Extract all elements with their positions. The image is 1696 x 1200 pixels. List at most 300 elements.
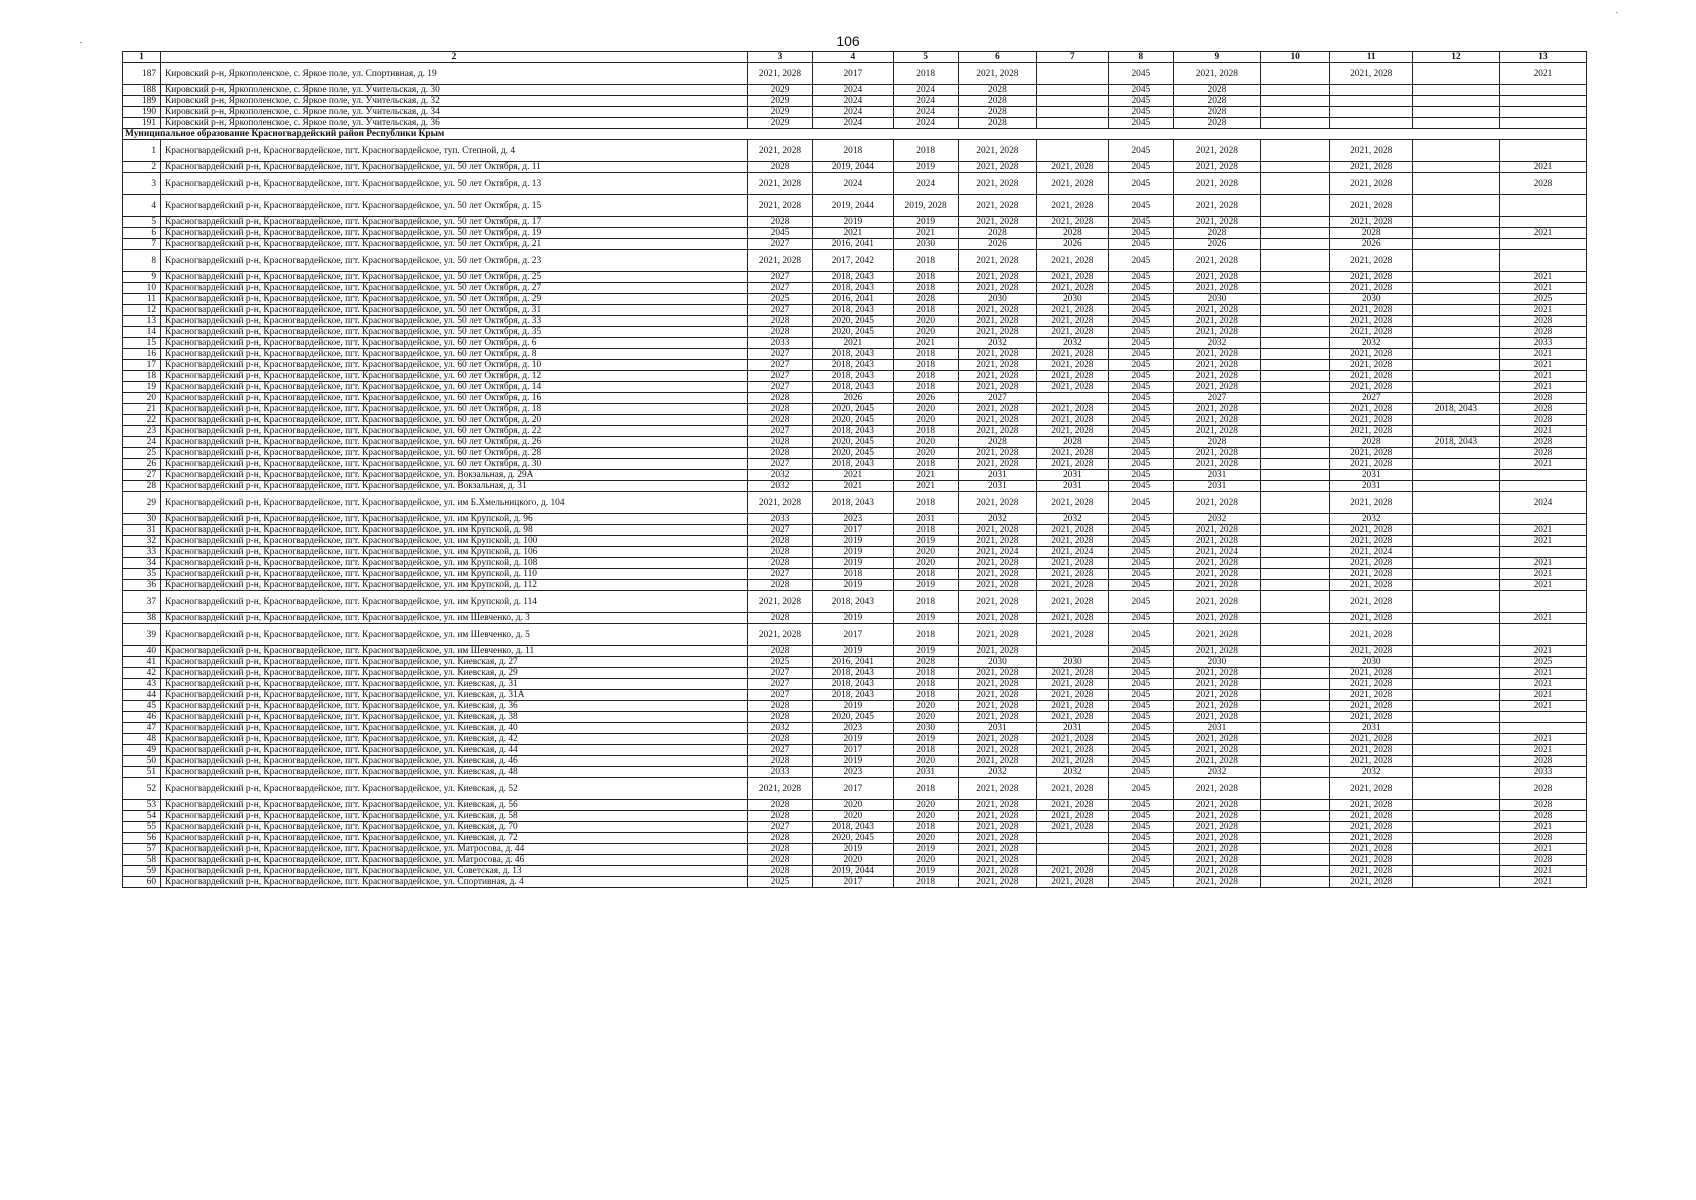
- table-row: [123, 63, 1587, 85]
- year-cell: 2045: [1108, 272, 1173, 283]
- year-cell: 2021, 2024: [958, 547, 1036, 558]
- year-cell: 2027: [747, 305, 812, 316]
- year-cell: 2018: [893, 668, 958, 679]
- year-cell: 2023: [813, 723, 893, 734]
- row-number-cell: 43: [123, 679, 161, 690]
- year-cell: [1260, 690, 1330, 701]
- year-cell: [1499, 712, 1586, 723]
- row-number-cell: 7: [123, 239, 161, 250]
- year-cell: [1499, 85, 1586, 96]
- year-cell: 2020: [893, 800, 958, 811]
- column-number-cell: 5: [893, 52, 958, 63]
- year-cell: [1260, 470, 1330, 481]
- row-number-cell: 53: [123, 800, 161, 811]
- year-cell: [1413, 195, 1500, 217]
- address-cell: Красногвардейский р-н, Красногвардейское, пгт. Красногвардейское, ул. им Крупской, д. 112: [161, 580, 748, 591]
- year-cell: [1260, 283, 1330, 294]
- year-cell: 2021, 2028: [1037, 349, 1109, 360]
- year-cell: 2021, 2028: [1173, 833, 1260, 844]
- year-cell: 2018, 2043: [813, 822, 893, 833]
- table-row: [123, 767, 1587, 778]
- row-number-cell: 5: [123, 217, 161, 228]
- year-cell: 2026: [1173, 239, 1260, 250]
- address-cell: Красногвардейский р-н, Красногвардейское, пгт. Красногвардейское, ул. 60 лет Октября, д. 20: [161, 415, 748, 426]
- year-cell: 2021, 2028: [1037, 536, 1109, 547]
- year-cell: 2021, 2028: [1173, 778, 1260, 800]
- year-cell: [1413, 239, 1500, 250]
- year-cell: 2024: [893, 118, 958, 129]
- year-cell: 2031: [958, 481, 1036, 492]
- table-row: [123, 404, 1587, 415]
- year-cell: 2033: [747, 338, 812, 349]
- year-cell: 2021, 2028: [1037, 305, 1109, 316]
- year-cell: 2032: [1173, 767, 1260, 778]
- table-row: [123, 96, 1587, 107]
- year-cell: 2017: [813, 525, 893, 536]
- year-cell: 2021: [1499, 822, 1586, 833]
- year-cell: 2024: [1499, 492, 1586, 514]
- year-cell: 2029: [747, 96, 812, 107]
- year-cell: 2021: [1499, 668, 1586, 679]
- year-cell: 2021, 2028: [958, 800, 1036, 811]
- year-cell: 2045: [1108, 866, 1173, 877]
- year-cell: [1413, 536, 1500, 547]
- year-cell: 2032: [747, 481, 812, 492]
- year-cell: 2021, 2028: [1173, 415, 1260, 426]
- year-cell: 2024: [813, 107, 893, 118]
- year-cell: 2028: [1499, 855, 1586, 866]
- year-cell: 2027: [747, 668, 812, 679]
- year-cell: 2021, 2028: [958, 569, 1036, 580]
- year-cell: [1260, 426, 1330, 437]
- year-cell: 2018: [893, 778, 958, 800]
- year-cell: 2030: [958, 294, 1036, 305]
- year-cell: 2021, 2028: [1173, 690, 1260, 701]
- table-row: [123, 481, 1587, 492]
- year-cell: 2028: [1330, 228, 1413, 239]
- table-row: [123, 547, 1587, 558]
- year-cell: 2020: [813, 855, 893, 866]
- year-cell: [1260, 866, 1330, 877]
- column-number-cell: 6: [958, 52, 1036, 63]
- year-cell: [1260, 327, 1330, 338]
- year-cell: 2018, 2043: [813, 459, 893, 470]
- year-cell: 2021, 2028: [1173, 745, 1260, 756]
- year-cell: 2021, 2028: [1173, 448, 1260, 459]
- year-cell: [1260, 701, 1330, 712]
- address-cell: Красногвардейский р-н, Красногвардейское, пгт. Красногвардейское, ул. Киевская, д. 58: [161, 811, 748, 822]
- row-number-cell: 25: [123, 448, 161, 459]
- year-cell: 2021, 2028: [1330, 327, 1413, 338]
- year-cell: [1260, 569, 1330, 580]
- year-cell: 2028: [747, 437, 812, 448]
- row-number-cell: 24: [123, 437, 161, 448]
- year-cell: 2045: [1108, 360, 1173, 371]
- year-cell: 2027: [747, 272, 812, 283]
- year-cell: 2027: [1330, 393, 1413, 404]
- row-number-cell: 32: [123, 536, 161, 547]
- year-cell: 2032: [1330, 338, 1413, 349]
- year-cell: 2021, 2028: [1173, 811, 1260, 822]
- year-cell: 2021, 2028: [1173, 195, 1260, 217]
- address-cell: Красногвардейский р-н, Красногвардейское, пгт. Красногвардейское, ул. 60 лет Октября, д. 14: [161, 382, 748, 393]
- year-cell: 2021, 2028: [958, 756, 1036, 767]
- year-cell: 2021, 2028: [1173, 404, 1260, 415]
- year-cell: 2045: [1108, 646, 1173, 657]
- address-cell: Красногвардейский р-н, Красногвардейское, пгт. Красногвардейское, ул. им Крупской, д. 108: [161, 558, 748, 569]
- year-cell: 2045: [1108, 811, 1173, 822]
- year-cell: 2021, 2028: [1173, 569, 1260, 580]
- address-cell: Красногвардейский р-н, Красногвардейское, пгт. Красногвардейское, ул. Спортивная, д. 4: [161, 877, 748, 888]
- year-cell: 2045: [1108, 679, 1173, 690]
- year-cell: 2018: [813, 569, 893, 580]
- table-row: [123, 580, 1587, 591]
- year-cell: 2045: [1108, 162, 1173, 173]
- year-cell: 2020, 2045: [813, 448, 893, 459]
- row-number-cell: 23: [123, 426, 161, 437]
- year-cell: [1260, 624, 1330, 646]
- year-cell: 2045: [1108, 701, 1173, 712]
- row-number-cell: 2: [123, 162, 161, 173]
- year-cell: 2031: [1330, 723, 1413, 734]
- year-cell: [1260, 745, 1330, 756]
- year-cell: 2021, 2028: [1330, 668, 1413, 679]
- year-cell: 2018: [893, 679, 958, 690]
- year-cell: 2021, 2028: [1037, 734, 1109, 745]
- year-cell: 2045: [1108, 382, 1173, 393]
- row-number-cell: 46: [123, 712, 161, 723]
- year-cell: 2045: [1108, 580, 1173, 591]
- year-cell: 2021, 2028: [1330, 580, 1413, 591]
- year-cell: [1413, 734, 1500, 745]
- table-row: [123, 701, 1587, 712]
- year-cell: 2028: [747, 734, 812, 745]
- year-cell: [1413, 855, 1500, 866]
- year-cell: 2019, 2044: [813, 195, 893, 217]
- year-cell: 2021, 2024: [1173, 547, 1260, 558]
- year-cell: [1260, 778, 1330, 800]
- year-cell: 2021, 2028: [1173, 668, 1260, 679]
- year-cell: 2045: [1108, 415, 1173, 426]
- year-cell: [1413, 558, 1500, 569]
- year-cell: [1499, 514, 1586, 525]
- row-number-cell: 29: [123, 492, 161, 514]
- year-cell: 2021, 2028: [747, 140, 812, 162]
- address-cell: Красногвардейский р-н, Красногвардейское, пгт. Красногвардейское, ул. 50 лет Октября, д. 15: [161, 195, 748, 217]
- year-cell: 2028: [958, 118, 1036, 129]
- year-cell: 2018, 2043: [813, 360, 893, 371]
- address-cell: Красногвардейский р-н, Красногвардейское, пгт. Красногвардейское, ул. Киевская, д. 70: [161, 822, 748, 833]
- year-cell: 2028: [747, 833, 812, 844]
- address-cell: Красногвардейский р-н, Красногвардейское, пгт. Красногвардейское, ул. им Крупской, д. 100: [161, 536, 748, 547]
- year-cell: 2018: [893, 690, 958, 701]
- year-cell: 2021: [813, 470, 893, 481]
- year-cell: 2021, 2028: [1330, 833, 1413, 844]
- year-cell: 2021: [893, 481, 958, 492]
- row-number-cell: 6: [123, 228, 161, 239]
- row-number-cell: 38: [123, 613, 161, 624]
- year-cell: 2045: [1108, 877, 1173, 888]
- year-cell: 2045: [1108, 217, 1173, 228]
- year-cell: 2045: [1108, 327, 1173, 338]
- year-cell: [1260, 459, 1330, 470]
- year-cell: 2021, 2028: [1173, 558, 1260, 569]
- row-number-cell: 33: [123, 547, 161, 558]
- year-cell: 2028: [1173, 118, 1260, 129]
- year-cell: 2045: [1108, 569, 1173, 580]
- year-cell: 2033: [1499, 767, 1586, 778]
- year-cell: 2021, 2028: [1173, 822, 1260, 833]
- year-cell: 2045: [1108, 525, 1173, 536]
- table-row: [123, 118, 1587, 129]
- year-cell: 2020, 2045: [813, 404, 893, 415]
- year-cell: 2027: [747, 679, 812, 690]
- year-cell: 2021, 2028: [958, 591, 1036, 613]
- year-cell: [1260, 844, 1330, 855]
- year-cell: [1413, 723, 1500, 734]
- year-cell: 2019: [813, 217, 893, 228]
- year-cell: 2033: [747, 767, 812, 778]
- year-cell: 2021, 2028: [1330, 811, 1413, 822]
- column-number-cell: 4: [813, 52, 893, 63]
- table-row: [123, 624, 1587, 646]
- year-cell: 2019: [813, 756, 893, 767]
- year-cell: [1260, 558, 1330, 569]
- table-row: [123, 228, 1587, 239]
- table-row: [123, 173, 1587, 195]
- year-cell: 2021, 2028: [1173, 855, 1260, 866]
- year-cell: 2030: [1330, 657, 1413, 668]
- year-cell: [1260, 217, 1330, 228]
- year-cell: 2020: [893, 327, 958, 338]
- year-cell: 2021, 2028: [958, 811, 1036, 822]
- year-cell: [1037, 140, 1109, 162]
- year-cell: 2021, 2028: [958, 415, 1036, 426]
- year-cell: 2029: [747, 107, 812, 118]
- year-cell: 2026: [893, 393, 958, 404]
- year-cell: 2045: [1108, 624, 1173, 646]
- address-cell: Красногвардейский р-н, Красногвардейское, пгт. Красногвардейское, ул. им Крупской, д. 106: [161, 547, 748, 558]
- row-number-cell: 26: [123, 459, 161, 470]
- year-cell: [1413, 866, 1500, 877]
- address-cell: Красногвардейский р-н, Красногвардейское, пгт. Красногвардейское, ул. им Шевченко, д. 11: [161, 646, 748, 657]
- year-cell: 2021, 2028: [958, 63, 1036, 85]
- table-row: [123, 679, 1587, 690]
- year-cell: [1413, 162, 1500, 173]
- year-cell: 2021, 2028: [958, 217, 1036, 228]
- year-cell: 2024: [813, 118, 893, 129]
- year-cell: 2019: [893, 217, 958, 228]
- address-cell: Красногвардейский р-н, Красногвардейское, пгт. Красногвардейское, ул. 60 лет Октября, д. 12: [161, 371, 748, 382]
- year-cell: [1260, 734, 1330, 745]
- year-cell: 2021, 2028: [1330, 690, 1413, 701]
- table-row: [123, 140, 1587, 162]
- year-cell: 2021, 2028: [1037, 173, 1109, 195]
- year-cell: 2019: [893, 866, 958, 877]
- year-cell: [1037, 63, 1109, 85]
- year-cell: 2021: [1499, 536, 1586, 547]
- year-cell: 2021, 2028: [1173, 250, 1260, 272]
- year-cell: [1499, 481, 1586, 492]
- year-cell: [1037, 118, 1109, 129]
- year-cell: 2021, 2028: [958, 173, 1036, 195]
- table-row: [123, 657, 1587, 668]
- schedule-table: [122, 51, 1587, 888]
- year-cell: 2021, 2028: [1037, 668, 1109, 679]
- year-cell: 2018: [893, 349, 958, 360]
- year-cell: [1413, 811, 1500, 822]
- year-cell: 2020: [893, 448, 958, 459]
- year-cell: 2027: [747, 239, 812, 250]
- row-number-cell: 10: [123, 283, 161, 294]
- row-number-cell: 18: [123, 371, 161, 382]
- year-cell: 2021: [1499, 646, 1586, 657]
- address-cell: Кировский р-н, Яркополенское, с. Яркое поле, ул. Учительская, д. 30: [161, 85, 748, 96]
- year-cell: 2018: [893, 459, 958, 470]
- year-cell: 2028: [1037, 228, 1109, 239]
- year-cell: 2021, 2028: [747, 63, 812, 85]
- year-cell: 2018, 2043: [813, 283, 893, 294]
- year-cell: [1260, 679, 1330, 690]
- address-cell: Красногвардейский р-н, Красногвардейское, пгт. Красногвардейское, ул. Киевская, д. 46: [161, 756, 748, 767]
- year-cell: 2028: [893, 657, 958, 668]
- year-cell: 2021, 2028: [1037, 162, 1109, 173]
- address-cell: Красногвардейский р-н, Красногвардейское, пгт. Красногвардейское, туп. Степной, д. 4: [161, 140, 748, 162]
- year-cell: [1499, 250, 1586, 272]
- row-number-cell: 31: [123, 525, 161, 536]
- year-cell: 2018: [893, 591, 958, 613]
- year-cell: 2021, 2028: [1330, 800, 1413, 811]
- row-number-cell: 56: [123, 833, 161, 844]
- year-cell: [1037, 646, 1109, 657]
- year-cell: 2021, 2028: [958, 844, 1036, 855]
- table-row: [123, 272, 1587, 283]
- column-number-header-row: [123, 52, 1587, 63]
- year-cell: 2025: [1499, 657, 1586, 668]
- address-cell: Красногвардейский р-н, Красногвардейское, пгт. Красногвардейское, ул. им Шевченко, д. 5: [161, 624, 748, 646]
- row-number-cell: 39: [123, 624, 161, 646]
- year-cell: [1260, 855, 1330, 866]
- year-cell: 2019: [813, 580, 893, 591]
- year-cell: 2045: [1108, 393, 1173, 404]
- year-cell: 2021, 2028: [958, 448, 1036, 459]
- table-row: [123, 371, 1587, 382]
- address-cell: Красногвардейский р-н, Красногвардейское, пгт. Красногвардейское, ул. 50 лет Октября, д. 17: [161, 217, 748, 228]
- year-cell: 2021, 2028: [1037, 558, 1109, 569]
- table-row: [123, 415, 1587, 426]
- year-cell: 2018, 2043: [813, 382, 893, 393]
- address-cell: Красногвардейский р-н, Красногвардейское, пгт. Красногвардейское, ул. 50 лет Октября, д. 31: [161, 305, 748, 316]
- year-cell: 2021, 2028: [1037, 745, 1109, 756]
- year-cell: 2032: [1330, 767, 1413, 778]
- year-cell: 2020: [813, 800, 893, 811]
- year-cell: 2021, 2028: [1037, 272, 1109, 283]
- address-cell: Красногвардейский р-н, Красногвардейское, пгт. Красногвардейское, ул. 60 лет Октября, д. 28: [161, 448, 748, 459]
- year-cell: 2045: [1108, 558, 1173, 569]
- year-cell: 2021, 2028: [1330, 591, 1413, 613]
- year-cell: [1413, 316, 1500, 327]
- table-row: [123, 217, 1587, 228]
- year-cell: 2019: [893, 734, 958, 745]
- year-cell: 2021, 2028: [958, 327, 1036, 338]
- table-row: [123, 778, 1587, 800]
- row-number-cell: 188: [123, 85, 161, 96]
- year-cell: [1413, 371, 1500, 382]
- year-cell: 2030: [1173, 294, 1260, 305]
- year-cell: 2021, 2028: [1173, 877, 1260, 888]
- table-row: [123, 613, 1587, 624]
- year-cell: [1037, 96, 1109, 107]
- year-cell: [1413, 173, 1500, 195]
- year-cell: 2020, 2045: [813, 712, 893, 723]
- year-cell: [1413, 767, 1500, 778]
- year-cell: 2021: [893, 228, 958, 239]
- address-cell: Красногвардейский р-н, Красногвардейское, пгт. Красногвардейское, ул. им Крупской, д. 110: [161, 569, 748, 580]
- year-cell: [1413, 382, 1500, 393]
- year-cell: 2018: [893, 877, 958, 888]
- year-cell: 2032: [1037, 338, 1109, 349]
- year-cell: 2021: [1499, 558, 1586, 569]
- table-row: [123, 833, 1587, 844]
- year-cell: [1037, 844, 1109, 855]
- year-cell: 2027: [747, 382, 812, 393]
- year-cell: 2021, 2028: [958, 833, 1036, 844]
- year-cell: 2028: [1499, 415, 1586, 426]
- year-cell: 2028: [1173, 85, 1260, 96]
- year-cell: 2017, 2042: [813, 250, 893, 272]
- year-cell: [1260, 393, 1330, 404]
- year-cell: 2021, 2028: [1173, 866, 1260, 877]
- year-cell: [1260, 877, 1330, 888]
- scan-artifact: [80, 42, 82, 43]
- year-cell: 2019: [813, 701, 893, 712]
- year-cell: 2028: [747, 811, 812, 822]
- address-cell: Красногвардейский р-н, Красногвардейское, пгт. Красногвардейское, ул. Киевская, д. 31А: [161, 690, 748, 701]
- year-cell: 2021, 2028: [1330, 877, 1413, 888]
- year-cell: 2028: [747, 844, 812, 855]
- year-cell: [1413, 140, 1500, 162]
- year-cell: 2017: [813, 877, 893, 888]
- year-cell: 2018: [893, 250, 958, 272]
- year-cell: 2020: [893, 701, 958, 712]
- year-cell: 2025: [747, 657, 812, 668]
- address-cell: Красногвардейский р-н, Красногвардейское, пгт. Красногвардейское, ул. Матросова, д. 44: [161, 844, 748, 855]
- section-header-row: [123, 129, 1587, 140]
- year-cell: 2021, 2028: [958, 195, 1036, 217]
- year-cell: 2021, 2028: [958, 140, 1036, 162]
- year-cell: [1413, 360, 1500, 371]
- table-row: [123, 470, 1587, 481]
- table-row: [123, 646, 1587, 657]
- table-row: [123, 327, 1587, 338]
- year-cell: 2032: [1037, 767, 1109, 778]
- year-cell: 2031: [1330, 481, 1413, 492]
- table-row: [123, 85, 1587, 96]
- year-cell: [1260, 96, 1330, 107]
- year-cell: 2028: [958, 96, 1036, 107]
- year-cell: 2017: [813, 745, 893, 756]
- year-cell: 2021, 2028: [1330, 712, 1413, 723]
- year-cell: 2027: [747, 525, 812, 536]
- year-cell: 2045: [747, 228, 812, 239]
- year-cell: 2019, 2028: [893, 195, 958, 217]
- year-cell: [1413, 591, 1500, 613]
- table-row: [123, 591, 1587, 613]
- year-cell: 2021, 2028: [1037, 679, 1109, 690]
- address-cell: Красногвардейский р-н, Красногвардейское, пгт. Красногвардейское, ул. Киевская, д. 42: [161, 734, 748, 745]
- row-number-cell: 49: [123, 745, 161, 756]
- year-cell: [1413, 426, 1500, 437]
